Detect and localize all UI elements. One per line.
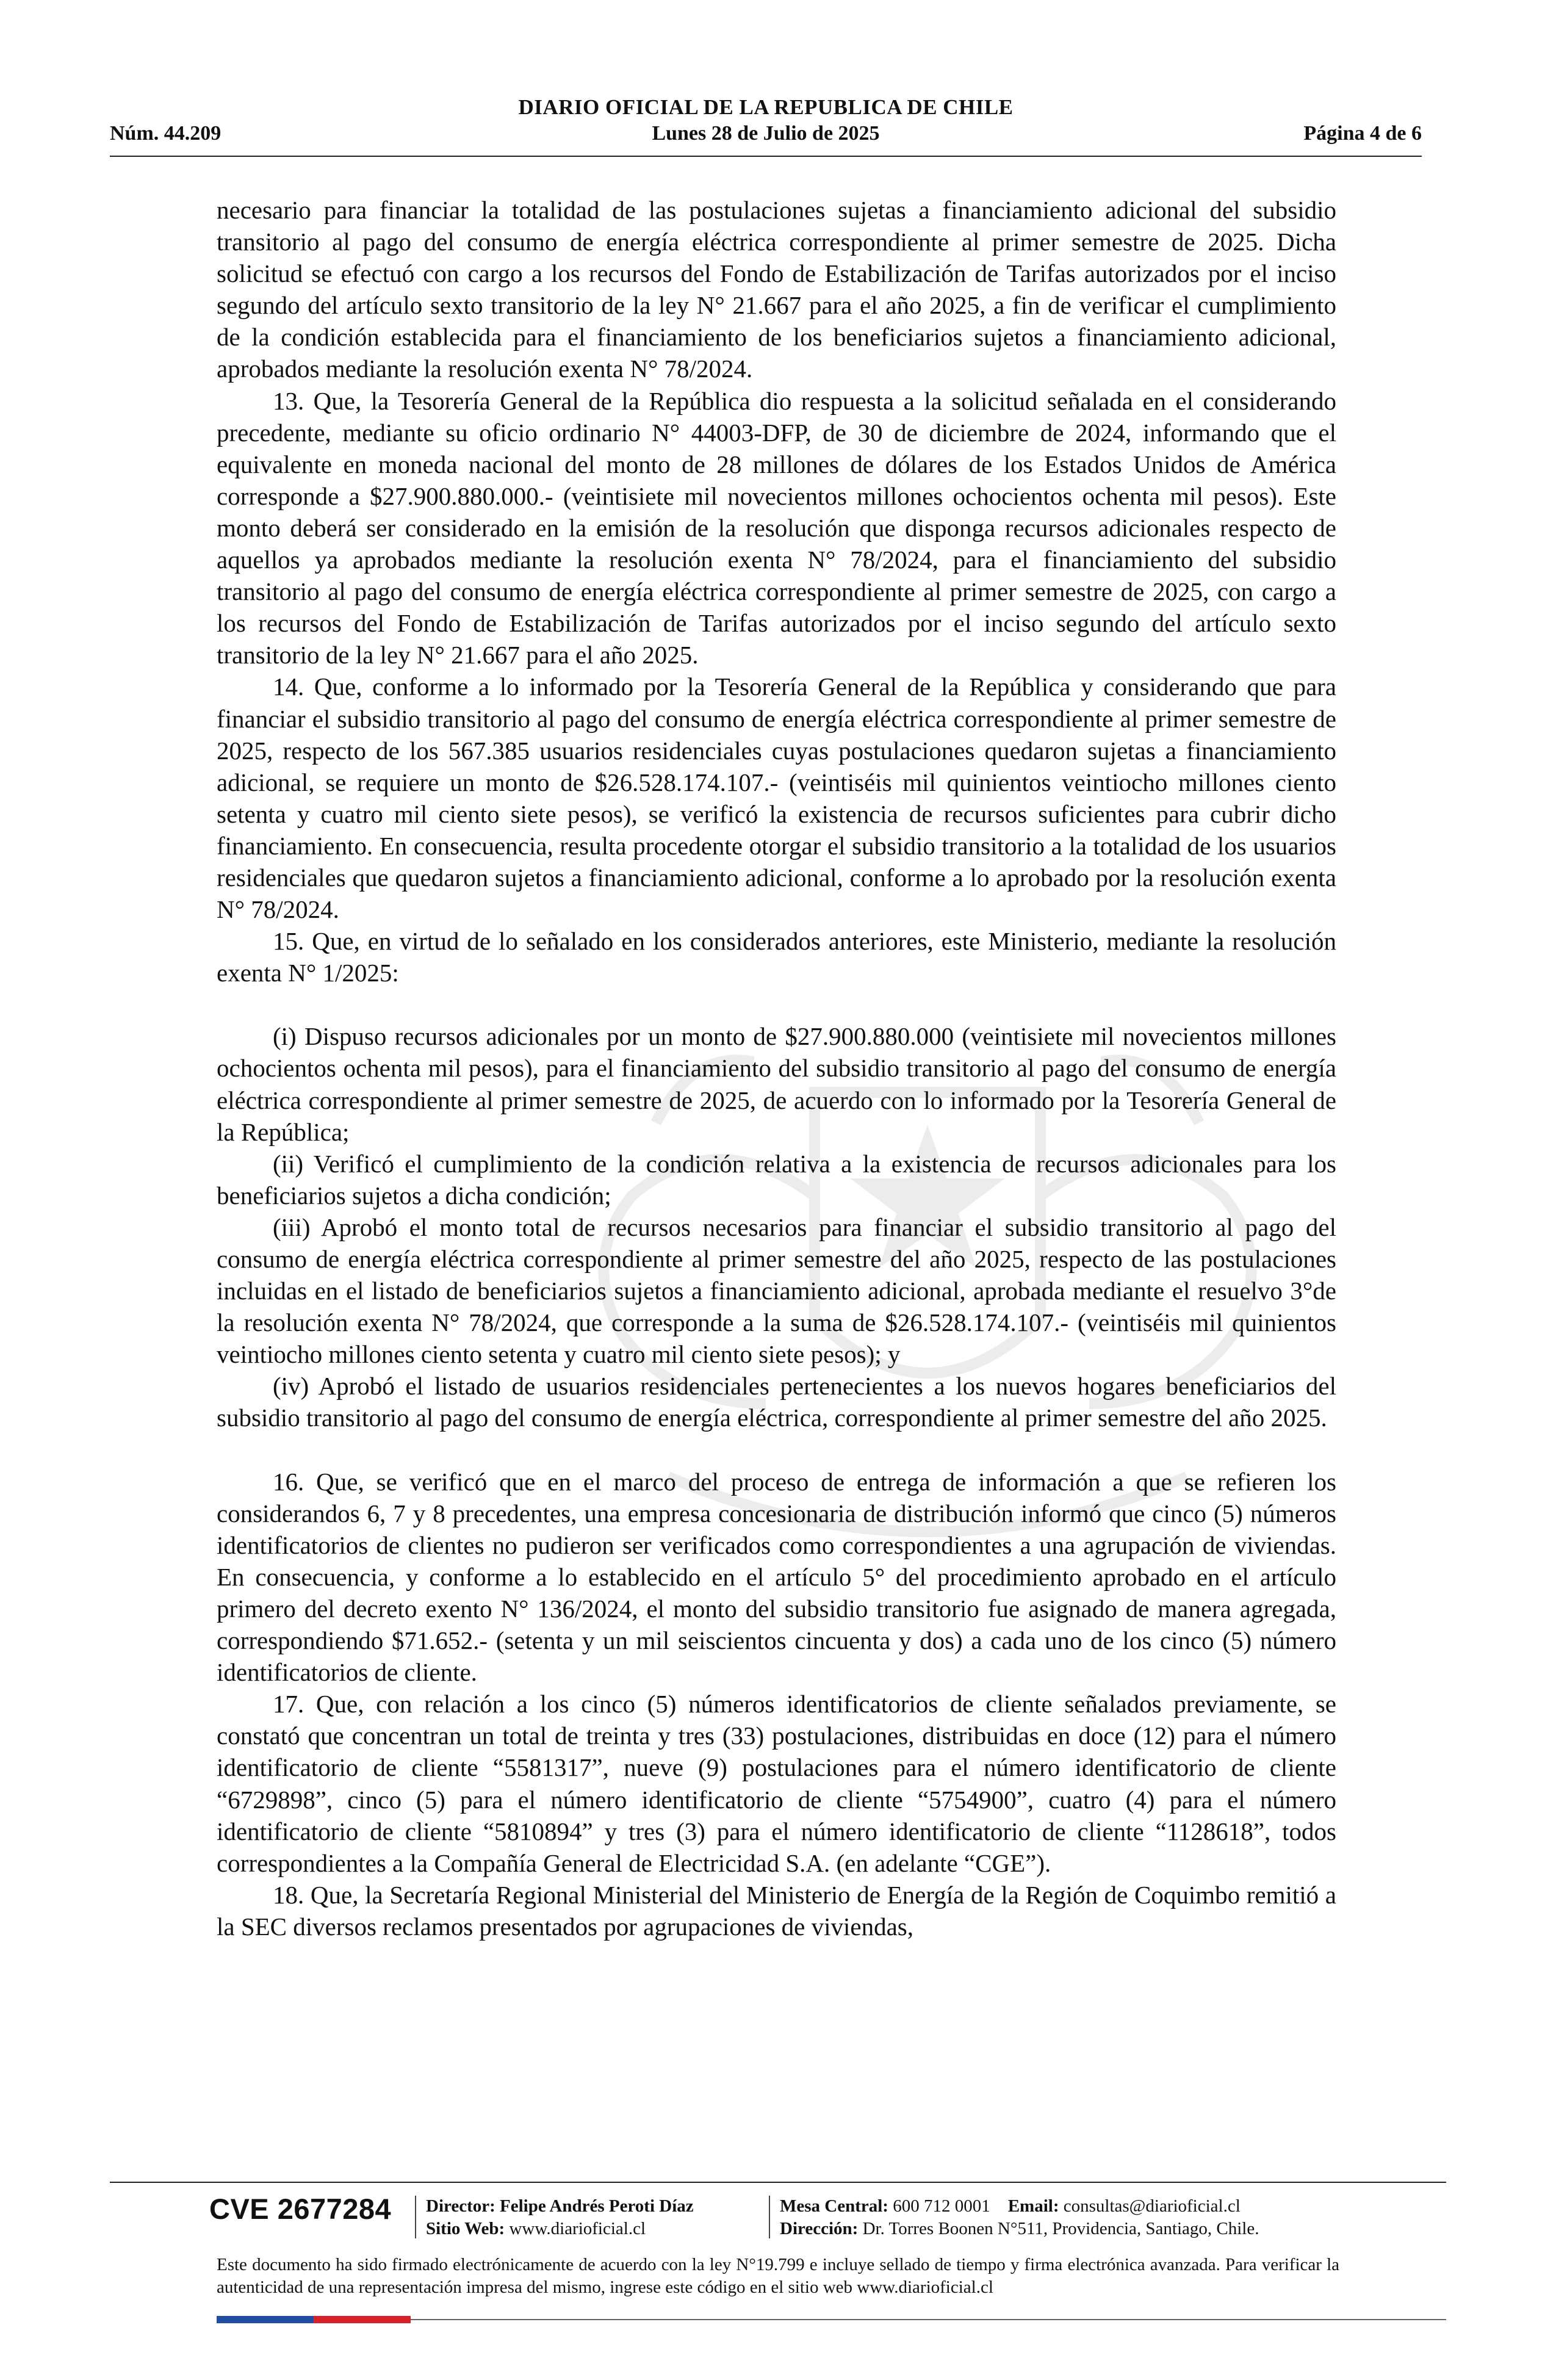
address-value: Dr. Torres Boonen N°511, Providencia, Santiago, Chile. <box>862 2219 1259 2238</box>
page-number: Página 4 de 6 <box>1303 122 1422 145</box>
email-link[interactable]: consultas@diarioficial.cl <box>1063 2196 1241 2216</box>
contact-line <box>780 2195 1259 2218</box>
website-line <box>426 2218 694 2240</box>
address-line <box>780 2218 1259 2240</box>
footer-contact-block <box>780 2195 1259 2240</box>
footer-divider <box>110 2182 1446 2183</box>
phone-number: 600 712 0001 <box>893 2196 990 2216</box>
spacer <box>217 1434 1336 1466</box>
header-divider <box>110 156 1422 157</box>
paragraph-13: 13. Que, la Tesorería General de la República dio respuesta a la solicitud señalada en el considerando precedente, mediante su oficio ordinario N° 44003-DFP, de 30 de diciembre de 2024, informando que el equivalente en moneda nacional del monto de 28 millones de dólares de los Estados Unidos de América corresponde a $27.900.880.000.- (veintisiete mil novecientos millones ochocientos ochenta mil pesos). Este monto deberá ser considerado en la emisión de la resolución que disponga recursos adicionales respecto de aquellos ya aprobados mediante la resolución exenta N° 78/2024, para el financiamiento del subsidio transitorio al pago del consumo de energía eléctrica correspondiente al primer semestre de 2025, con cargo a los recursos del Fondo de Estabilización de Tarifas autorizados por el inciso segundo del artículo sexto transitorio de la ley N° 21.667 para el año 2025. <box>217 386 1336 669</box>
spacer <box>217 989 1336 1020</box>
website-link[interactable]: www.diarioficial.cl <box>509 2219 646 2238</box>
list-item-ii: (ii) Verificó el cumplimiento de la condición relativa a la existencia de recursos adicionales para los beneficiarios sujetos a dicha condición; <box>217 1149 1336 1210</box>
legal-notice: Este documento ha sido firmado electrónicamente de acuerdo con la ley N°19.799 e incluye sellado de tiempo y firma electrónica avanzada. Para verificar la autenticidad de una representación impresa del mismo, ingrese este código en el sitio web www.diarioficial.cl <box>217 2255 1339 2297</box>
director-label: Director: <box>426 2196 495 2216</box>
footer-director-block <box>426 2195 694 2240</box>
flag-blue-segment <box>217 2316 314 2323</box>
paragraph-16: 16. Que, se verificó que en el marco del proceso de entrega de información a que se refieren los considerandos 6, 7 y 8 precedentes, una empresa concesionaria de distribución informó que cinco (5) números identificatorios de clientes no pudieron ser verificados como correspondientes a una agrupación de viviendas. En consecuencia, y conforme a lo establecido en el artículo 5° del procedimiento aprobado en el artículo primero del decreto exento N° 136/2024, el monto del subsidio transitorio fue asignado de manera agregada, correspondiendo $71.652.- (setenta y un mil seiscientos cincuenta y dos) a cada uno de los cinco (5) número identificatorios de cliente. <box>217 1467 1336 1687</box>
cve-code: CVE 2677284 <box>209 2193 392 2225</box>
issue-number: Núm. 44.209 <box>110 122 222 145</box>
issue-date: Lunes 28 de Julio de 2025 <box>652 122 880 145</box>
email-label: Email: <box>1007 2196 1059 2216</box>
footer-separator <box>769 2196 770 2238</box>
paragraph-18: 18. Que, la Secretaría Regional Ministerial del Ministerio de Energía de la Región de Coquimbo remitió a la SEC diversos reclamos presentados por agrupaciones de viviendas, <box>217 1880 1336 1941</box>
footer-separator <box>415 2196 416 2238</box>
bottom-divider <box>411 2319 1446 2320</box>
flag-red-segment <box>314 2316 411 2323</box>
phone-label: Mesa Central: <box>780 2196 888 2216</box>
paragraph-17: 17. Que, con relación a los cinco (5) números identificatorios de cliente señalados previamente, se constató que concentran un total de treinta y tres (33) postulaciones, distribuidas en doce (12) para el número identificatorio de cliente “5581317”, nueve (9) postulaciones para el número identificatorio de cliente “6729898”, cinco (5) para el número identificatorio de cliente “5754900”, cuatro (4) para el número identificatorio de cliente “5810894” y tres (3) para el número identificatorio de cliente “1128618”, todos correspondientes a la Compañía General de Electricidad S.A. (en adelante “CGE”). <box>217 1690 1336 1877</box>
publication-title: DIARIO OFICIAL DE LA REPUBLICA DE CHILE <box>518 95 1014 119</box>
list-item-iv: (iv) Aprobó el listado de usuarios residenciales pertenecientes a los nuevos hogares beneficiarios del subsidio transitorio al pago del consumo de energía eléctrica, correspondiente al primer semestre del año 2025. <box>217 1372 1336 1432</box>
document-body <box>217 194 1336 1942</box>
director-name: Felipe Andrés Peroti Díaz <box>500 2196 694 2216</box>
page-header <box>110 95 1422 162</box>
list-item-iii: (iii) Aprobó el monto total de recursos necesarios para financiar el subsidio transitorio al pago del consumo de energía eléctrica correspondiente al primer semestre del año 2025, respecto de las postulaciones incluidas en el listado de beneficiarios sujetos a financiamiento adicional, aprobada mediante el resuelvo 3°de la resolución exenta N° 78/2024, que corresponde a la suma de $26.528.174.107.- (veintiséis mil quinientos veintiocho millones ciento setenta y cuatro mil ciento siete pesos); y <box>217 1213 1336 1369</box>
website-label: Sitio Web: <box>426 2219 505 2238</box>
header-info-row <box>110 122 1422 150</box>
flag-color-bar <box>217 2316 411 2323</box>
director-line <box>426 2195 694 2218</box>
paragraph-continuation: necesario para financiar la totalidad de las postulaciones sujetas a financiamiento adicional del subsidio transitorio al pago del consumo de energía eléctrica correspondiente al primer semestre de 2025. Dicha solicitud se efectuó con cargo a los recursos del Fondo de Estabilización de Tarifas autorizados por el inciso segundo del artículo sexto transitorio de la ley N° 21.667 para el año 2025, a fin de verificar el cumplimiento de la condición establecida para el financiamiento de los beneficiarios sujetos a financiamiento adicional, aprobados mediante la resolución exenta N° 78/2024. <box>217 196 1336 383</box>
paragraph-14: 14. Que, conforme a lo informado por la Tesorería General de la República y considerando que para financiar el subsidio transitorio al pago del consumo de energía eléctrica correspondiente al primer semestre de 2025, respecto de los 567.385 usuarios residenciales cuyas postulaciones quedaron sujetas a financiamiento adicional, se requiere un monto de $26.528.174.107.- (veintiséis mil quinientos veintiocho millones ciento setenta y cuatro mil ciento siete pesos), se verificó la existencia de recursos suficientes para cubrir dicho financiamiento. En consecuencia, resulta procedente otorgar el subsidio transitorio a la totalidad de los usuarios residenciales que quedaron sujetos a financiamiento adicional, conforme a lo aprobado por la resolución exenta N° 78/2024. <box>217 673 1336 924</box>
paragraph-15: 15. Que, en virtud de lo señalado en los considerados anteriores, este Ministerio, mediante la resolución exenta N° 1/2025: <box>217 927 1336 987</box>
list-item-i: (i) Dispuso recursos adicionales por un monto de $27.900.880.000 (veintisiete mil novecientos millones ochocientos ochenta mil pesos), para el financiamiento del subsidio transitorio al pago del consumo de energía eléctrica correspondiente al primer semestre de 2025, de acuerdo con lo informado por la Tesorería General de la República; <box>217 1022 1336 1146</box>
address-label: Dirección: <box>780 2219 859 2238</box>
